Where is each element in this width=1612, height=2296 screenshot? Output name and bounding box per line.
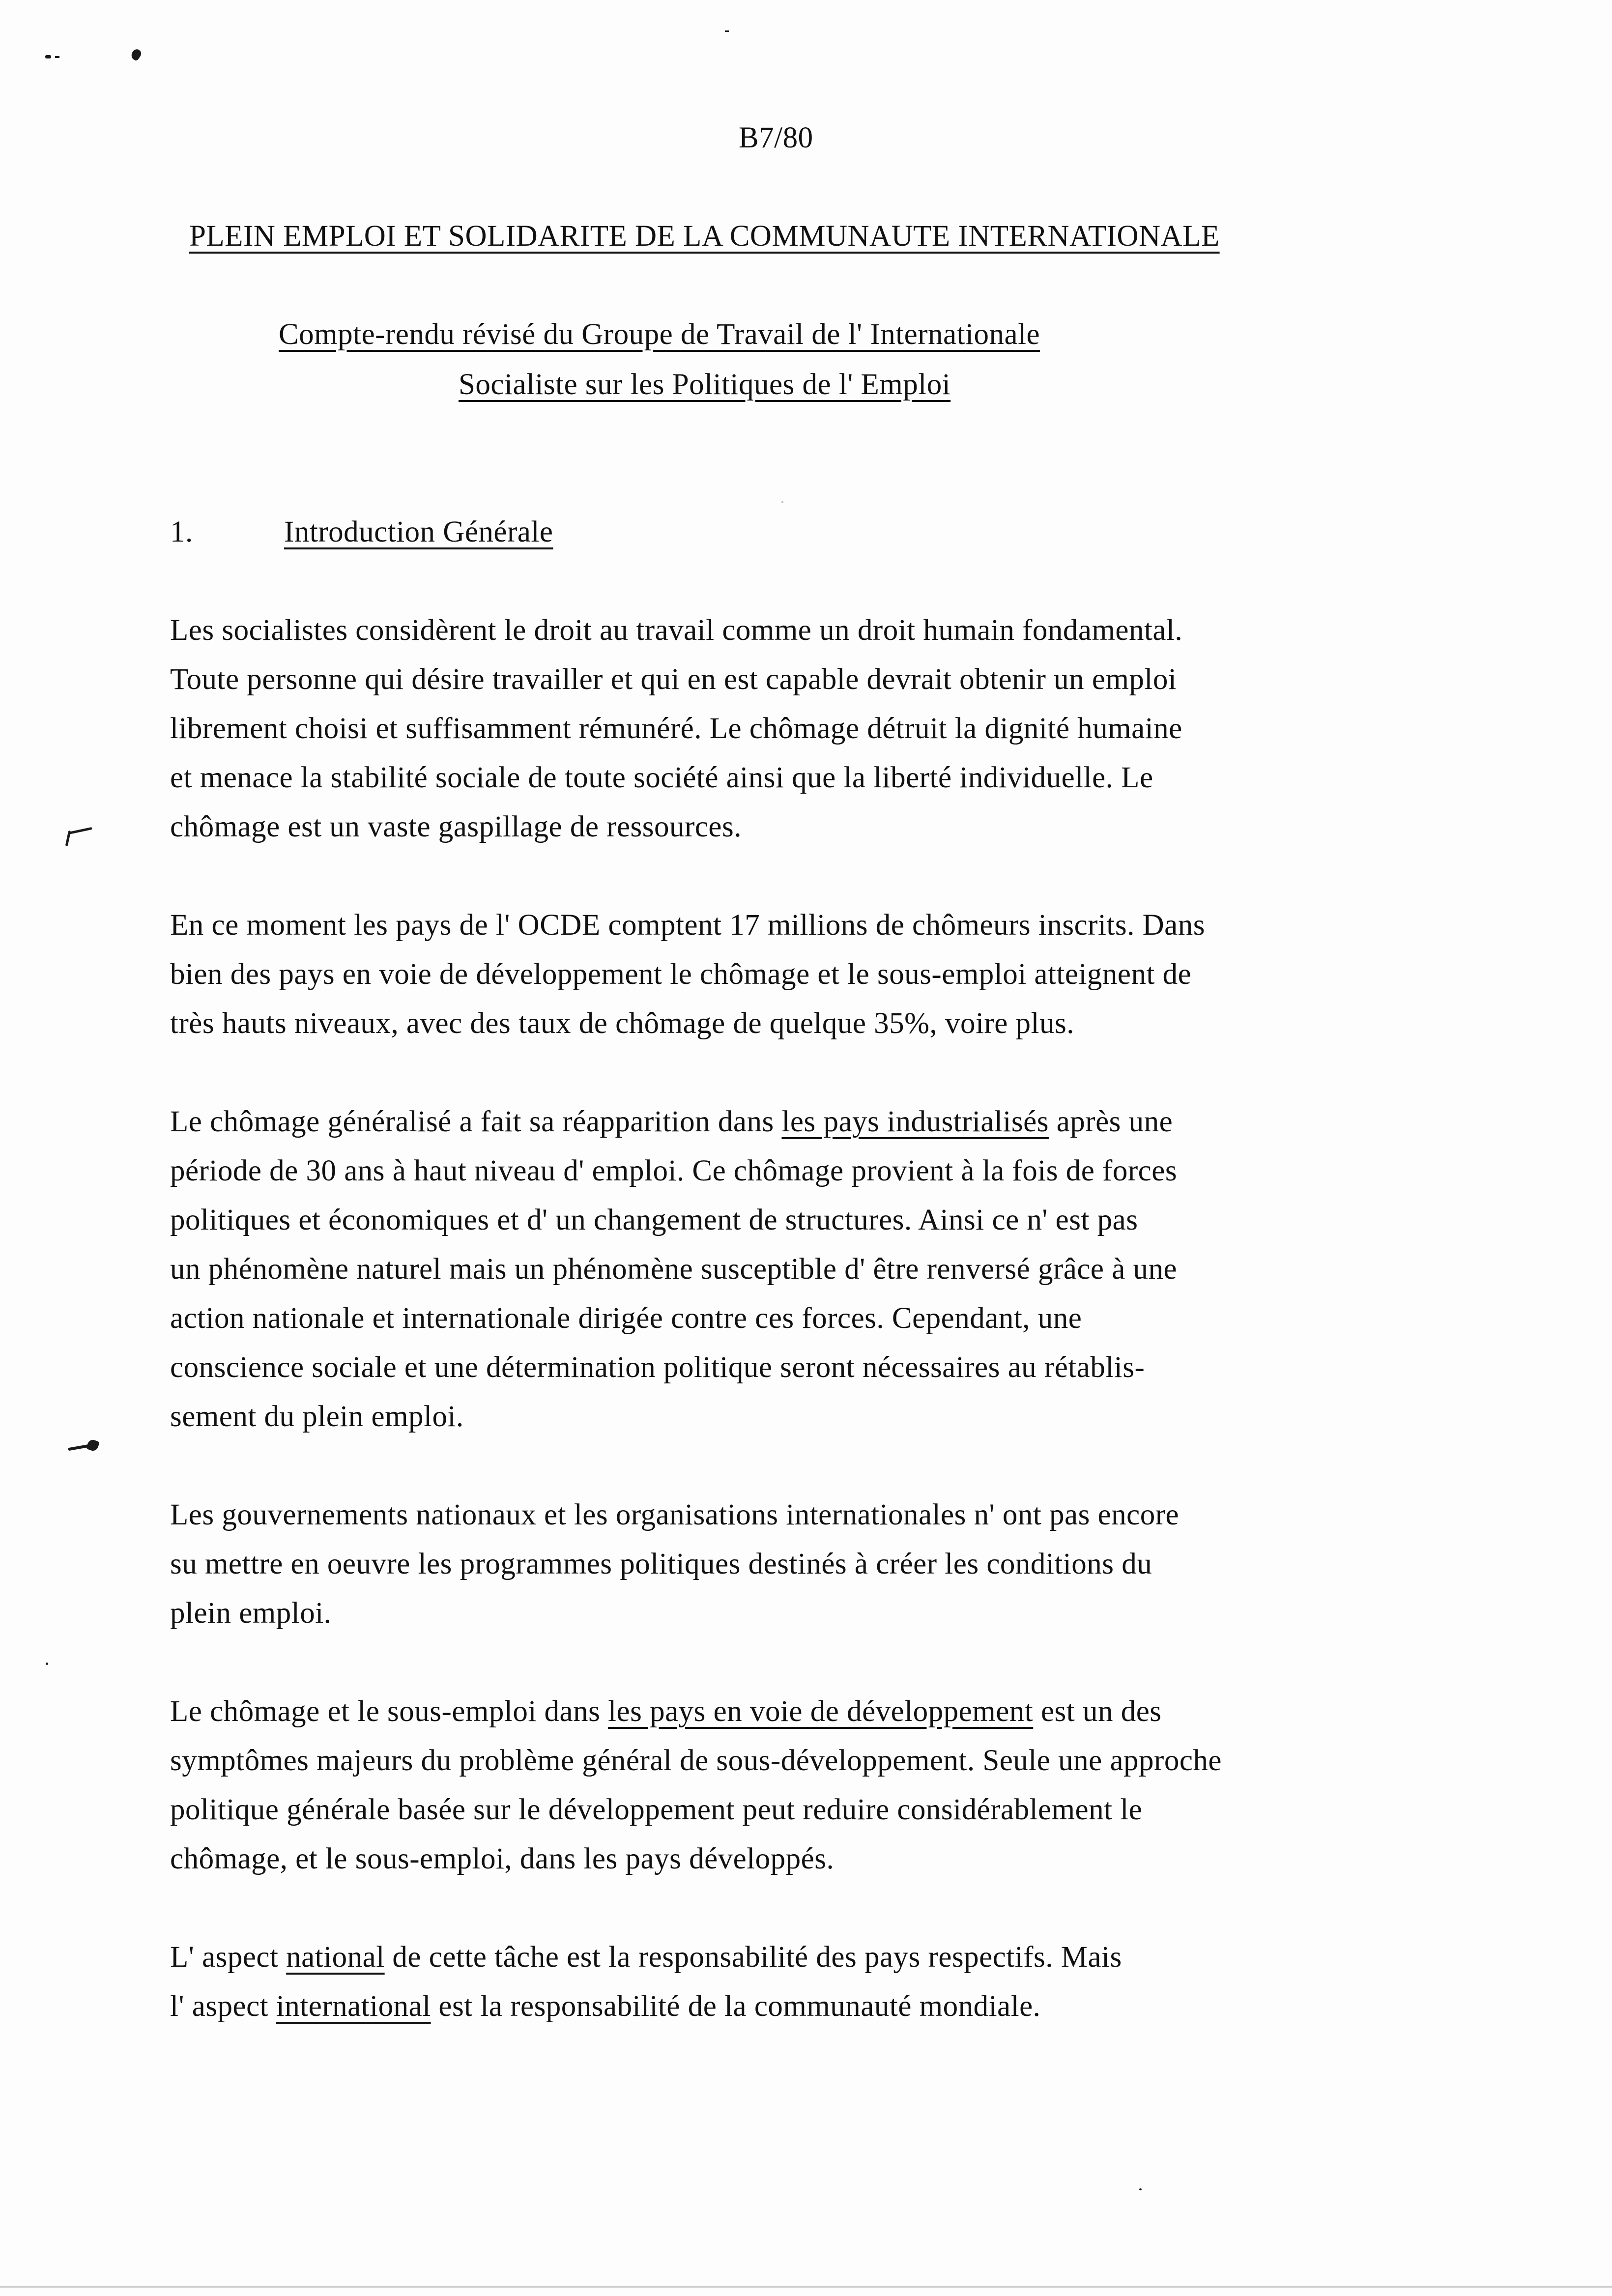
underlined-phrase: les pays industrialisés — [781, 1105, 1049, 1138]
paragraph-line: bien des pays en voie de développement le chômage et le sous-emploi atteignent de — [170, 958, 1192, 991]
section-title: Introduction Générale — [284, 516, 553, 548]
paragraph-line: Les gouvernements nationaux et les organisations internationales n' ont pas encore — [170, 1498, 1180, 1531]
underlined-phrase: les pays en voie de développement — [608, 1695, 1034, 1728]
paragraph-text: l' aspect — [170, 1990, 276, 2023]
paragraph-line: conscience sociale et une détermination politique seront nécessaires au rétablis- — [170, 1351, 1145, 1384]
paragraph-line — [170, 1696, 1162, 1726]
document-subtitle-line-1: Compte-rendu révisé du Groupe de Travail de l' Internationale — [279, 318, 1040, 351]
paragraph-text: est un des — [1033, 1695, 1162, 1728]
paragraph-line: Toute personne qui désire travailler et qui en est capable devrait obtenir un emploi — [170, 663, 1177, 696]
scan-mark — [1139, 2188, 1142, 2190]
paragraph-line: et menace la stabilité sociale de toute société ainsi que la liberté individuelle. Le — [170, 761, 1153, 794]
paragraph-line: chômage, et le sous-emploi, dans les pays développés. — [170, 1842, 835, 1875]
margin-mark — [65, 831, 71, 846]
paragraph-text: après une — [1048, 1105, 1173, 1138]
document-reference: B7/80 — [739, 121, 813, 154]
document-title: PLEIN EMPLOI ET SOLIDARITE DE LA COMMUNAUTE INTERNATIONALE — [189, 220, 1220, 253]
paragraph-line — [170, 1107, 1173, 1137]
underlined-phrase: national — [286, 1941, 385, 1974]
paragraph-line: su mettre en oeuvre les programmes politiques destinés à créer les conditions du — [170, 1548, 1152, 1580]
scan-mark — [129, 48, 143, 61]
paragraph-text: L' aspect — [170, 1941, 287, 1974]
paragraph-line: librement choisi et suffisamment rémunéré. Le chômage détruit la dignité humaine — [170, 712, 1182, 745]
margin-mark — [68, 827, 92, 834]
paragraph-line — [170, 1942, 1122, 1972]
document-subtitle-line-2: Socialiste sur les Politiques de l' Emploi — [459, 368, 951, 401]
paragraph-line: action nationale et internationale dirigée contre ces forces. Cependant, une — [170, 1302, 1082, 1335]
paragraph-line: symptômes majeurs du problème général de sous-développement. Seule une approche — [170, 1744, 1222, 1777]
scan-mark — [55, 56, 59, 58]
paragraph-line: sement du plein emploi. — [170, 1400, 464, 1433]
scan-mark — [45, 55, 51, 58]
paragraph-line: un phénomène naturel mais un phénomène susceptible d' être renversé grâce à une — [170, 1253, 1178, 1286]
margin-mark — [86, 1438, 100, 1452]
scan-mark — [725, 30, 729, 32]
scan-edge-line — [0, 2286, 1612, 2288]
paragraph-line: chômage est un vaste gaspillage de ressources. — [170, 810, 742, 843]
paragraph-line: plein emploi. — [170, 1597, 332, 1630]
paragraph-line: période de 30 ans à haut niveau d' emploi. Ce chômage provient à la fois de forces — [170, 1154, 1178, 1187]
scan-mark — [781, 501, 783, 503]
scan-mark — [46, 1663, 48, 1665]
paragraph-line: très hauts niveaux, avec des taux de chômage de quelque 35%, voire plus. — [170, 1007, 1074, 1040]
underlined-phrase: international — [276, 1990, 431, 2023]
paragraph-text: est la responsabilité de la communauté mondiale. — [431, 1990, 1041, 2023]
paragraph-text: de cette tâche est la responsabilité des pays respectifs. Mais — [384, 1941, 1122, 1974]
paragraph-line: En ce moment les pays de l' OCDE comptent 17 millions de chômeurs inscrits. Dans — [170, 909, 1205, 942]
section-number: 1. — [170, 516, 193, 548]
paragraph-line: politique générale basée sur le développement peut reduire considérablement le — [170, 1793, 1143, 1826]
paragraph-text: Le chômage généralisé a fait sa réapparition dans — [170, 1105, 782, 1138]
paragraph-line: Les socialistes considèrent le droit au travail comme un droit humain fondamental. — [170, 614, 1183, 647]
paragraph-line — [170, 1991, 1040, 2021]
paragraph-text: Le chômage et le sous-emploi dans — [170, 1695, 608, 1728]
paragraph-line: politiques et économiques et d' un changement de structures. Ainsi ce n' est pas — [170, 1204, 1138, 1236]
